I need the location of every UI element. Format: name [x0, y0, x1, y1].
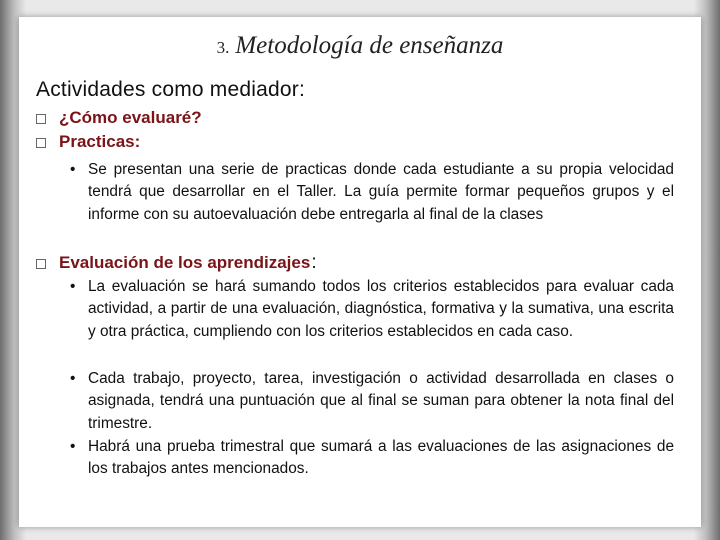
bullet-dot-icon: • [70, 370, 76, 387]
sub-bullet-text: Cada trabajo, proyecto, tarea, investigación o actividad desarrollada en clases o asignada, tendrá una puntuación que al final se suman para obtener la nota final del trimestre. [88, 370, 674, 432]
sub-bullet-text: Habrá una prueba trimestral que sumará a las evaluaciones de las asignaciones de los trabajos antes mencionados. [88, 438, 674, 478]
checkbox-bullet-icon [36, 138, 46, 148]
sub-bullet [70, 276, 674, 343]
title-text: Metodología de enseñanza [235, 32, 504, 59]
bullet-dot-icon: • [70, 278, 76, 295]
bullet-dot-icon: • [70, 161, 76, 178]
title-number: 3. [216, 38, 230, 57]
list-item-como-evaluare [36, 108, 202, 128]
slide-title [0, 32, 720, 60]
list-item-label: ¿Cómo evaluaré? [59, 108, 202, 127]
list-item-label: Evaluación de los aprendizajes [59, 253, 311, 272]
list-item-evaluacion [36, 252, 317, 274]
bullet-dot-icon: • [70, 438, 76, 455]
list-item-label: Practicas: [59, 132, 141, 151]
sub-bullet [70, 368, 674, 435]
sub-bullet [70, 436, 674, 481]
section-heading: Actividades como mediador: [36, 78, 305, 101]
checkbox-bullet-icon [36, 259, 46, 269]
list-item-suffix: : [311, 252, 317, 273]
checkbox-bullet-icon [36, 114, 46, 124]
sub-bullet-text: Se presentan una serie de practicas donde cada estudiante a su propia velocidad tendrá que desarrollar en el Taller. La guía permite formar pequeños grupos y el informe con su autoevaluación debe entregarla al final de la clases [88, 161, 674, 223]
list-item-practicas [36, 132, 140, 152]
sub-bullet [70, 159, 674, 226]
sub-bullet-text: La evaluación se hará sumando todos los criterios establecidos para evaluar cada actividad, a partir de una evaluación, diagnóstica, formativa y la sumativa, una escrita y otra práctica, cumpliendo con los criterios establecidos en cada caso. [88, 278, 674, 340]
